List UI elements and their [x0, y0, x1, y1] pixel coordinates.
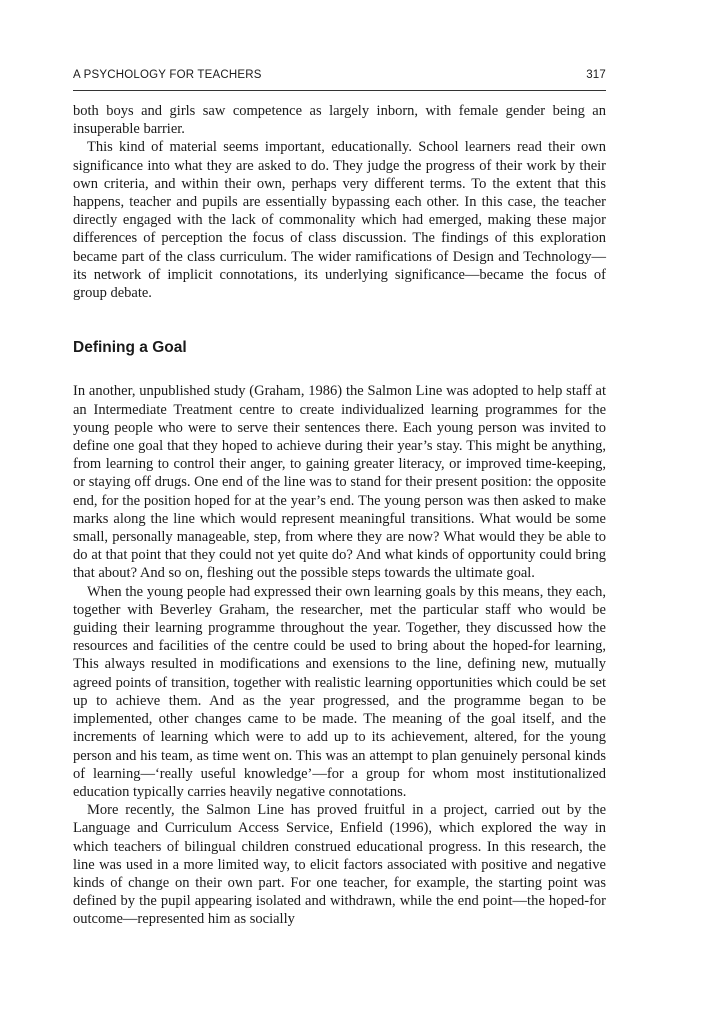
body-text	[73, 102, 606, 929]
paragraph-continued: both boys and girls saw competence as largely inborn, with female gender being an insuperable barrier.	[73, 103, 606, 138]
paragraph: When the young people had expressed their own learning goals by this means, they each, together with Beverley Graham, the researcher, met the particular staff who would be guiding their learning programme throughout the year. Together, they discussed how the resources and facilities of the centre could be used to bring about the hoped-for learning, This always resulted in modifications and exensions to the line, defining new, mutually agreed points of transition, together with realistic learning opportunities which could be set up to achieve them. And as the year progressed, and the programme began to be implemented, other changes came to be made. The meaning of the goal itself, and the increments of learning which were to add up to its achievement, altered, for the young person and his team, as time went on. This was an attempt to plan genuinely personal kinds of learning—‘really useful knowledge’—for a group for whom most institutionalized education typically carries heavily negative connotations.	[73, 583, 606, 800]
paragraph: This kind of material seems important, educationally. School learners read their own significance into what they are asked to do. They judge the progress of their work by their own criteria, and within their own, perhaps very different terms. To the extent that this happens, teacher and pupils are essentially bypassing each other. In this case, the teacher directly engaged with the lack of commonality which had emerged, making these major differences of perception the focus of class discussion. The findings of this exploration became part of the class curriculum. The wider ramifications of Design and Technology—its network of implicit connotations, its underlying significance—became the focus of group debate.	[73, 139, 606, 302]
paragraph: In another, unpublished study (Graham, 1986) the Salmon Line was adopted to help staff at an Intermediate Treatment centre to create individualized learning programmes for the young people who were to serve their sentences there. Each young person was invited to define one goal that they hoped to achieve during their year’s stay. This might be anything, from learning to control their anger, to gaining greater literacy, or improved time-keeping, or staying off drugs. One end of the line was to stand for their present position: the opposite end, for the position hoped for at the year’s end. The young person was then asked to make marks along the line which would represent meaningful transitions. What would be some small, personally manageable, step, from where they are now? What would they be able to do at that point that they could not yet quite do? And what kinds of opportunity could bring that about? And so on, fleshing out the possible steps towards the ultimate goal.	[73, 383, 606, 582]
running-head	[73, 69, 606, 81]
running-title: A PSYCHOLOGY FOR TEACHERS	[73, 69, 262, 81]
paragraph: More recently, the Salmon Line has proved fruitful in a project, carried out by the Language and Curriculum Access Service, Enfield (1996), which explored the way in which teachers of bilingual children construed educational progress. In this research, the line was used in a more limited way, to elicit factors associated with positive and negative kinds of change on their own part. For one teacher, for example, the starting point was defined by the pupil appearing isolated and withdrawn, while the end point—the hoped-for outcome—represented him as socially	[73, 802, 606, 928]
section-heading: Defining a Goal	[73, 339, 187, 357]
page-number: 317	[586, 69, 606, 81]
header-rule	[73, 90, 606, 91]
